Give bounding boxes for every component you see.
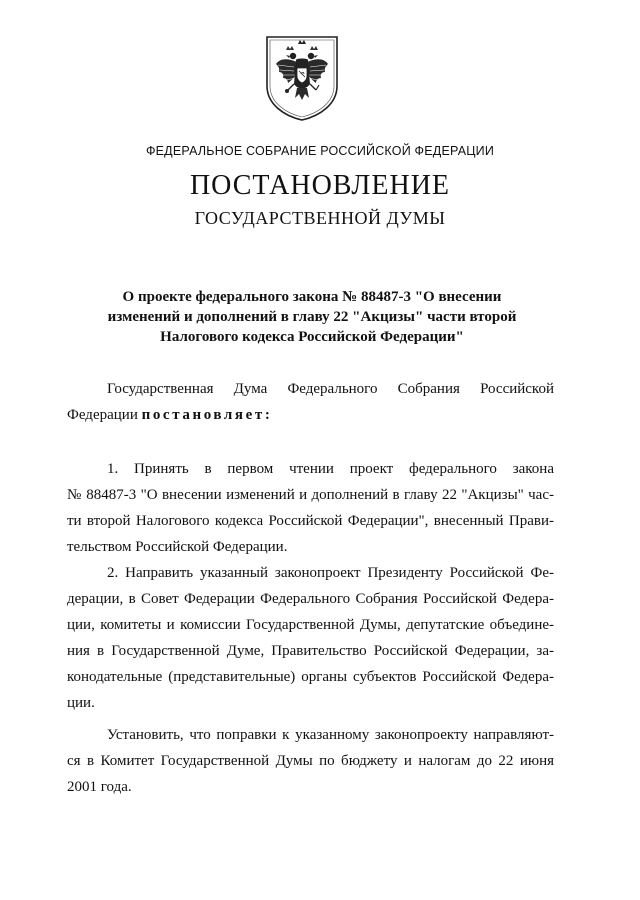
document-title (100, 287, 524, 347)
preamble-paragraph (67, 376, 554, 428)
paragraph-line: дерации, в Совет Федерации Федерального Собрания Российской Федера- (67, 591, 554, 607)
item-paragraph-2 (67, 560, 554, 716)
paragraph-line: ции. (67, 695, 95, 711)
document-issuer: ГОСУДАРСТВЕННОЙ ДУМЫ (194, 208, 446, 228)
paragraph-line: Установить, что поправки к указанному законопроекту направляют- (107, 727, 554, 743)
document-type: ПОСТАНОВЛЕНИЕ (189, 170, 451, 201)
paragraph-line: 2. Направить указанный законопроект Президенту Российской Фе- (107, 565, 554, 581)
paragraph-line: № 88487-3 "О внесении изменений и дополнений в главу 22 "Акцизы" час- (67, 487, 554, 503)
preamble-verb: постановляет: (141, 407, 273, 423)
paragraph-line: конодательные (представительные) органы субъектов Российской Федера- (67, 669, 554, 685)
deadline-paragraph (67, 722, 554, 800)
organization-name: ФЕДЕРАЛЬНОЕ СОБРАНИЕ РОССИЙСКОЙ ФЕДЕРАЦИИ (145, 144, 495, 158)
paragraph-line: ния в Государственной Думе, Правительство Российской Федерации, за- (67, 643, 554, 659)
paragraph-line: тельством Российской Федерации. (67, 539, 288, 555)
preamble-line (67, 402, 554, 428)
title-line: изменений и дополнений в главу 22 "Акцизы" части второй (107, 309, 517, 325)
paragraph-line: 2001 года. (67, 779, 132, 795)
title-line: О проекте федерального закона № 88487-3 "О внесении (122, 289, 502, 305)
item-paragraph-1 (67, 456, 554, 560)
russian-coat-of-arms-icon (264, 34, 340, 122)
preamble-line: Государственная Дума Федерального Собрания Российской (107, 381, 554, 397)
paragraph-line: 1. Принять в первом чтении проект федерального закона (107, 461, 554, 477)
paragraph-line: ся в Комитет Государственной Думы по бюджету и налогам до 22 июня (67, 753, 554, 769)
title-line: Налогового кодекса Российской Федерации" (160, 329, 464, 345)
paragraph-line: ции, комитеты и комиссии Государственной Думы, депутатские объедине- (67, 617, 554, 633)
preamble-prefix: Федерации (67, 407, 142, 423)
paragraph-line: ти второй Налогового кодекса Российской Федерации", внесенный Прави- (67, 513, 554, 529)
